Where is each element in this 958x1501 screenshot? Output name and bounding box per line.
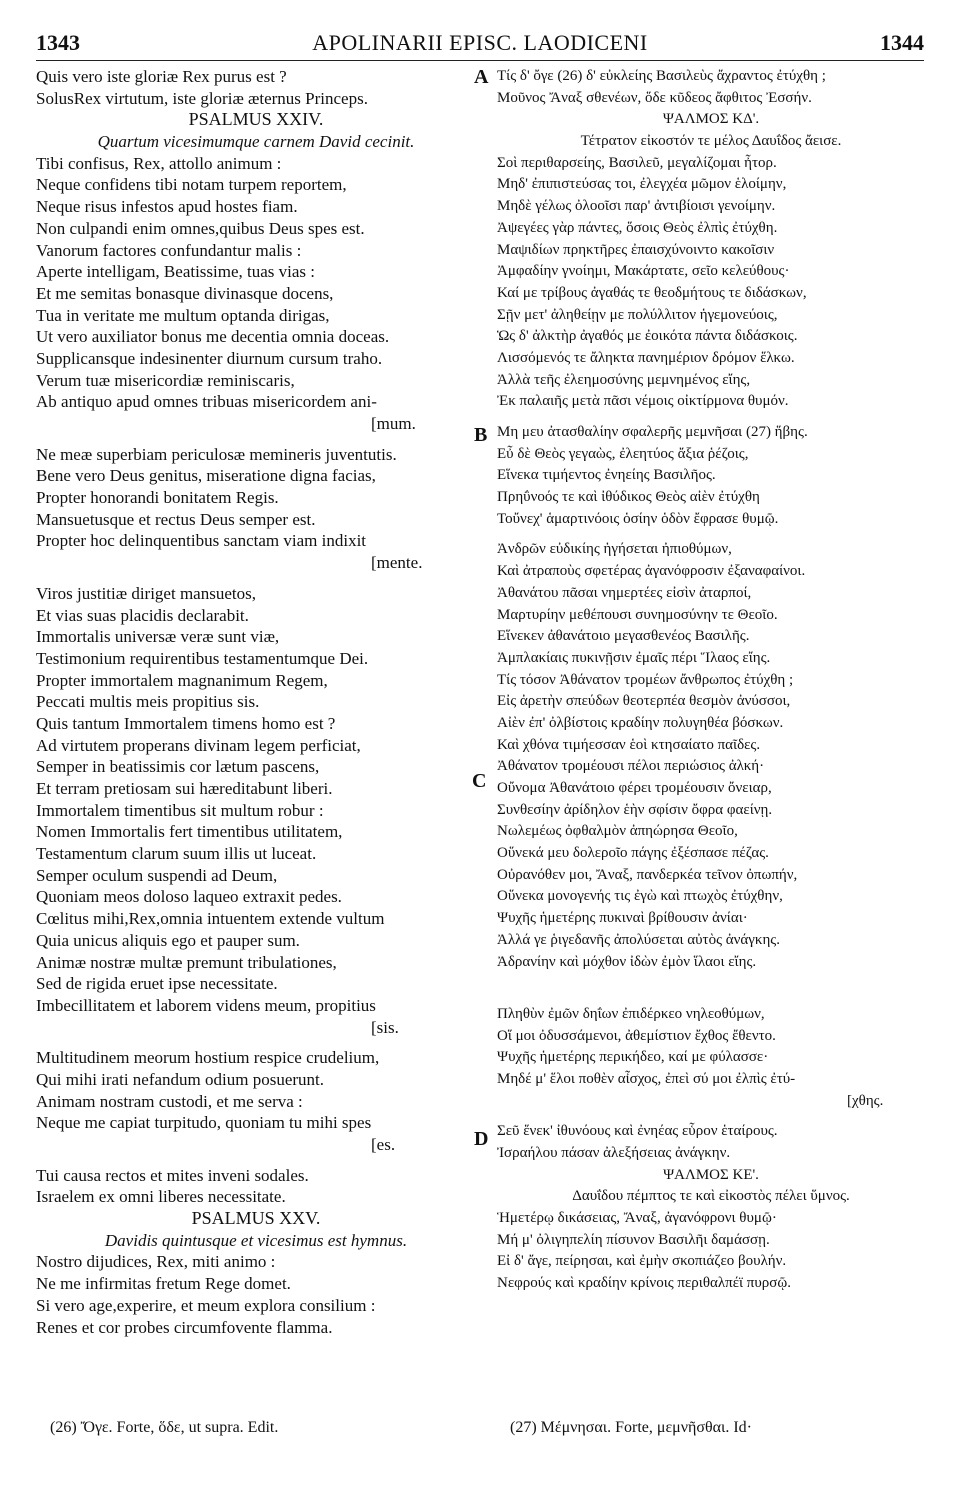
verse-line: [sis. — [371, 1017, 399, 1037]
margin-letter-d: D — [474, 1128, 489, 1150]
verse-line: Σοὶ περιθαρσείης, Βασιλεῦ, μεγαλίζομαι ἦτορ. — [497, 154, 777, 171]
verse-line: Καί με τρίβους ἀγαθάς τε θεοδμήτους τε διδάσκων, — [497, 284, 807, 301]
verse-line: Ἀμπλακίαις πυκινῇσιν ἐμαῖς πέρι Ἵλαος εἴης. — [497, 649, 771, 666]
verse-line: Immortalis universæ veræ sunt viæ, — [36, 627, 280, 647]
verse-line: Μή μ' ὀλιγηπελίη πίσυνον Βασιλῆι δαμάσσῃ. — [497, 1231, 770, 1248]
greek-column — [497, 66, 925, 1295]
verse-line: Τοὔνεχ' ἁμαρτινόοις ὁσίην ὁδὸν ἔφρασε θυμῷ. — [497, 510, 779, 527]
verse-line: Quia unicus aliquis ego et pauper sum. — [36, 930, 300, 950]
verse-line: Qui mihi irati nefandum odium posuerunt. — [36, 1069, 325, 1089]
latin-column — [36, 66, 476, 1338]
verse-line: Vanorum factores confundantur malis : — [36, 240, 302, 260]
verse-line: Et terram pretiosam sui hæreditabunt liberi. — [36, 779, 333, 798]
spacer — [497, 413, 925, 422]
verse-line: Μηδέ μ' ἕλοι ποθὲν αἶσχος, ἐπεὶ σύ μοι ἐλπὶς ἐτύ- — [497, 1070, 796, 1087]
verse-line: Εἰς ἀρετὴν σπεύδων θεοτερπέα θεσμὸν ἀνύσσοι, — [497, 693, 791, 710]
verse-line: Μοῦνος Ἄναξ σθενέων, ὅδε κῦδεος ἄφθιτος Ἐσσήν. — [497, 89, 812, 106]
verse-line: Ψυχῆς ἡμετέρης πυκιναὶ βρίθουσιν ἀνίαι· — [497, 910, 748, 927]
page-number-right: 1344 — [880, 30, 924, 55]
verse-line: Ne me infirmitas fretum Rege domet. — [36, 1274, 291, 1294]
verse-line: Quis tantum Immortalem timens homo est ? — [36, 713, 336, 733]
spacer — [497, 1112, 925, 1121]
verse-line: Verum tuæ misericordiæ reminiscaris, — [36, 370, 295, 390]
verse-line: Καὶ χθόνα τιμήεσσαν ἑοὶ κτησαίατο παῖδες. — [497, 736, 761, 753]
verse-line: Nostro dijudices, Rex, miti animo : — [36, 1252, 276, 1272]
spacer — [497, 973, 925, 995]
verse-line: Συνθεσίην ἀρίδηλον ἑὴν σφίσιν ὄφρα φαείνῃ. — [497, 801, 773, 818]
verse-line: Ἀνδρῶν εὐδικίης ἡγήσεται ἠπιοθύμων, — [497, 541, 732, 558]
footnote-left: (26) Ὄγε. Forte, ὅδε, ut supra. Edit. — [50, 1419, 279, 1436]
verse-line: [es. — [371, 1135, 396, 1154]
verse-line: Tua in veritate me multum optanda dirigas, — [36, 305, 330, 325]
verse-line: Neque risus infestos apud hostes fiam. — [36, 197, 298, 217]
verse-line: Mansuetusque et rectus Deus semper est. — [36, 509, 316, 529]
verse-line: Σεῦ ἕνεκ' ἰθυνόους καὶ ἐνηέας εὗρον ἑταίρους. — [497, 1123, 778, 1140]
verse-line: Nomen Immortalis fert timentibus utilitatem, — [36, 822, 343, 842]
verse-line: Ὡς δ' ἀλκτὴρ ἀγαθός με ἐοικότα πάντα διδάσκοις. — [497, 328, 798, 345]
margin-letter-b: B — [474, 424, 488, 446]
verse-line: Renes et cor probes circumfovente flamma. — [36, 1317, 333, 1337]
verse-line: Propter hoc delinquentibus sanctam viam indixit — [36, 531, 367, 551]
verse-line: Πρηΰνοός τε καὶ ἰθύδικος Θεὸς αἰὲν ἐτύχθη — [497, 489, 760, 506]
verse-line: Αἰὲν ἐπ' ὀλβίστοις κραδίην πολυγηθέα βόσκων. — [497, 714, 784, 731]
verse-line: Bene vero Deus genitus, miseratione digna facias, — [36, 466, 376, 486]
verse-line: Testimonium requirentibus testamentumque Dei. — [36, 648, 369, 668]
page-number-left: 1343 — [36, 30, 80, 55]
verse-line: Εἵνεκα τιμήεντος ἐνηείης Βασιλῆος. — [497, 467, 716, 484]
spacer — [36, 1038, 476, 1047]
spacer — [497, 995, 925, 1004]
verse-line: Ad virtutem properans divinam legem perficiat, — [36, 735, 361, 755]
verse-line: Οἵ μοι ὀδυσσάμενοι, ἀθεμίστιον ἔχθος ἔθεντο. — [497, 1027, 776, 1044]
verse-line: Μαψιδίων πρηκτῆρες ἐπαισχύνοιντο κακοῖσιν — [497, 241, 775, 258]
verse-line: Ἀλλὰ τεῆς ἐλεημοσύνης μεμνημένος εἴης, — [497, 371, 751, 388]
verse-line: Μηδ' ἐπιπιστεύσας τοι, ἐλεγχέα μῶμον ἑλοίμην, — [497, 176, 787, 193]
verse-line: Quis vero iste gloriæ Rex purus est ? — [36, 67, 287, 86]
verse-line: Ἀψεγέες γὰρ πάντες, ὅσοις Θεὸς ἐλπὶς ἐτύχθη. — [497, 219, 778, 236]
verse-line: Neque confidens tibi notam turpem reportem, — [36, 175, 347, 195]
verse-line: Ψυχῆς ἡμετέρης περικήδεο, καί με φύλασσε· — [497, 1049, 769, 1066]
verse-line: Μη μευ ἀτασθαλίην σφαλερῆς μεμνῆσαι (27) ἥβης. — [497, 424, 808, 440]
verse-line: PSALMUS XXV. — [191, 1208, 321, 1229]
verse-line: Multitudinem meorum hostium respice crudelium, — [36, 1048, 380, 1068]
verse-line: Semper in beatissimis cor lætum pascens, — [36, 757, 320, 777]
verse-line: Propter honorandi bonitatem Regis. — [36, 488, 279, 508]
verse-line: Οὔνομα Ἀθανάτοιο φέρει τρομέουσιν ὄνειαρ, — [497, 780, 772, 796]
running-header — [36, 22, 924, 61]
margin-letter-a: A — [474, 66, 489, 88]
verse-line: Peccati multis meis propitius sis. — [36, 692, 260, 712]
verse-line: Ab antiquo apud omnes tribuas misericordem ani- — [36, 392, 377, 412]
verse-line: Μηδὲ γέλως ὀλοοῖσι παρ' ἀντιβίοισι γενοίμην. — [497, 198, 776, 215]
verse-line: Ἀμφαδίην γνοίημι, Μακάρτατε, σεῖο κελεύθους· — [497, 263, 790, 280]
verse-line: Israelem ex omni liberes necessitate. — [36, 1187, 286, 1207]
verse-line: Σῇν μετ' ἀληθείῃν με πολύλλιτον ἡγεμονεύοις, — [497, 306, 778, 323]
verse-line: Cœlitus mihi,Rex,omnia intuentem extende vultum — [36, 909, 385, 929]
verse-line: Davidis quintusque et vicesimus est hymnus. — [104, 1230, 408, 1250]
verse-line: Neque me capiat turpitudo, quoniam tu mihi spes — [36, 1113, 372, 1133]
verse-line: Καὶ ἀτραποὺς σφετέρας ἀγανόφροσιν ἐξαναφαίνοι. — [497, 563, 806, 580]
verse-line: Propter immortalem magnanimum Regem, — [36, 670, 328, 690]
verse-line: Νωλεμέως ὀφθαλμὸν ἀπηώρησα Θεοῖο, — [497, 823, 738, 840]
verse-line: Οὕνεκα μονογενής τις ἐγὼ καὶ πτωχὸς ἐτύχθην, — [497, 888, 783, 905]
spacer — [36, 1156, 476, 1165]
verse-line: Δαυΐδου πέμπτος τε καὶ εἰκοστὸς πέλει ὕμνος. — [572, 1188, 850, 1205]
verse-line: Τίς τόσον Ἀθάνατον τρομέων ἄνθρωπος ἐτύχθη ; — [497, 671, 794, 688]
verse-line: Λισσόμενός τε ἄληκτα πανημέριον δρόμον ἕλκω. — [497, 349, 795, 366]
verse-line: ΨΑΛΜΟΣ ΚΔ'. — [662, 111, 760, 128]
verse-line: Tui causa rectos et mites inveni sodales. — [36, 1165, 309, 1185]
verse-line: Εἵνεκεν ἀθανάτοιο μεγασθενέος Βασιλῆς. — [497, 628, 750, 645]
margin-letter-c: C — [472, 770, 487, 792]
verse-line: Οὐρανόθεν μοι, Ἄναξ, πανδερκέα τεῖνον ὀπωπήν, — [497, 866, 798, 883]
verse-line: Animam nostram custodi, et me serva : — [36, 1091, 303, 1111]
verse-line: Quartum vicesimumque carnem David cecinit. — [97, 132, 415, 152]
verse-line: Εὖ δὲ Θεὸς γεγαὼς, ἐλεητύος ἄξια ῥέζοις, — [497, 445, 749, 462]
verse-line: Οὕνεκά μευ δολεροῖο πάγης ἐξέσπασε πέζας. — [497, 845, 769, 862]
verse-line: PSALMUS XXIV. — [188, 109, 324, 130]
verse-line: Non culpandi enim omnes,quibus Deus spes est. — [36, 218, 365, 238]
verse-line: Aperte intelligam, Beatissime, tuas vias : — [36, 262, 316, 282]
verse-line: Ἰσραήλου πάσαν ἀλεξήσειας ἀνάγκην. — [497, 1145, 731, 1161]
verse-line: Τίς δ' ὄγε (26) δ' εὐκλείης Βασιλεὺς ἄχραντος ἐτύχθη ; — [497, 68, 826, 84]
verse-line: Ut vero auxiliator bonus me decentia omnia doceas. — [36, 327, 390, 347]
verse-line: [mum. — [371, 414, 416, 433]
verse-line: Tibi confisus, Rex, attollo animum : — [36, 153, 282, 173]
verse-line: SolusRex virtutum, iste gloriæ æternus Princeps. — [36, 88, 368, 108]
verse-line: Semper oculum suspendi ad Deum, — [36, 865, 278, 885]
verse-line: Et vias suas placidis declarabit. — [36, 605, 249, 625]
verse-line: [mente. — [371, 553, 423, 573]
spacer — [36, 435, 476, 444]
verse-line: Νεφρούς καὶ κραδίην κρίνοις περιθαλπέϊ πυρσῷ. — [497, 1275, 791, 1292]
verse-line: Ἀθανάτου πᾶσαι νημερτέες εἰσὶν ἀταρποί, — [497, 584, 752, 601]
verse-line: Supplicansque indesinenter diurnum cursum traho. — [36, 348, 383, 368]
verse-line: Ἡμετέρῳ δικάσειας, Ἄναξ, ἀγανόφρονι θυμῷ· — [497, 1210, 777, 1227]
footnote-right: (27) Μέμνησαι. Forte, μεμνῆσθαι. Id· — [510, 1419, 752, 1436]
verse-line: Ἀλλά γε ῥιγεδανῆς ἀπολύσεται αὐτὸς ἀνάγκης. — [497, 931, 780, 948]
verse-line: Si vero age,experire, et meum explora consilium : — [36, 1295, 376, 1315]
verse-line: [χθης. — [847, 1092, 884, 1109]
verse-line: Animæ nostræ multæ premunt tribulationes, — [36, 952, 337, 972]
verse-line: Sed de rigida eruet ipse necessitate. — [36, 974, 278, 994]
spacer — [36, 574, 476, 583]
verse-line: Ἐκ παλαιῆς μετὰ πᾶσι νέμοις οἰκτίρμονα θυμόν. — [497, 393, 789, 410]
verse-line: Testamentum clarum suum illis ut luceat. — [36, 844, 317, 864]
verse-line: Ἀθάνατον τρομέουσι πέλοι περιώσιος ἀλκή· — [497, 758, 765, 775]
verse-line: Ne meæ superbiam periculosæ memineris juventutis. — [36, 444, 397, 464]
verse-line: ΨΑΛΜΟΣ ΚΕ'. — [663, 1166, 759, 1183]
verse-line: Immortalem timentibus sit multum robur : — [36, 800, 324, 820]
verse-line: Imbecillitatem et laborem videns meum, propitius — [36, 995, 376, 1015]
verse-line: Μαρτυρίην μεθέπουσι συνημοσύνην τε Θεοῖο. — [497, 606, 778, 623]
verse-line: Quoniam meos doloso laqueo extraxit pedes. — [36, 887, 342, 907]
verse-line: Τέτρατον εἰκοστόν τε μέλος Δαυΐδος ἄεισε. — [580, 133, 842, 150]
verse-line: Εἰ δ' ἄγε, πείρησαι, καὶ ἐμὴν σκοπιάζεο βουλήν. — [497, 1253, 787, 1270]
running-title: APOLINARII EPISC. LAODICENI — [312, 30, 648, 55]
verse-line: Πληθὺν ἐμῶν δηΐων ἐπιδέρκεο νηλεοθύμων, — [497, 1005, 765, 1022]
spacer — [497, 530, 925, 539]
verse-line: Et me semitas bonasque divinasque docens, — [36, 283, 334, 303]
verse-line: Viros justitiæ diriget mansuetos, — [36, 583, 256, 603]
verse-line: Ἀδρανίην καὶ μόχθον ἰδὼν ἐμὸν ἵλαοι εἴης. — [497, 953, 757, 970]
